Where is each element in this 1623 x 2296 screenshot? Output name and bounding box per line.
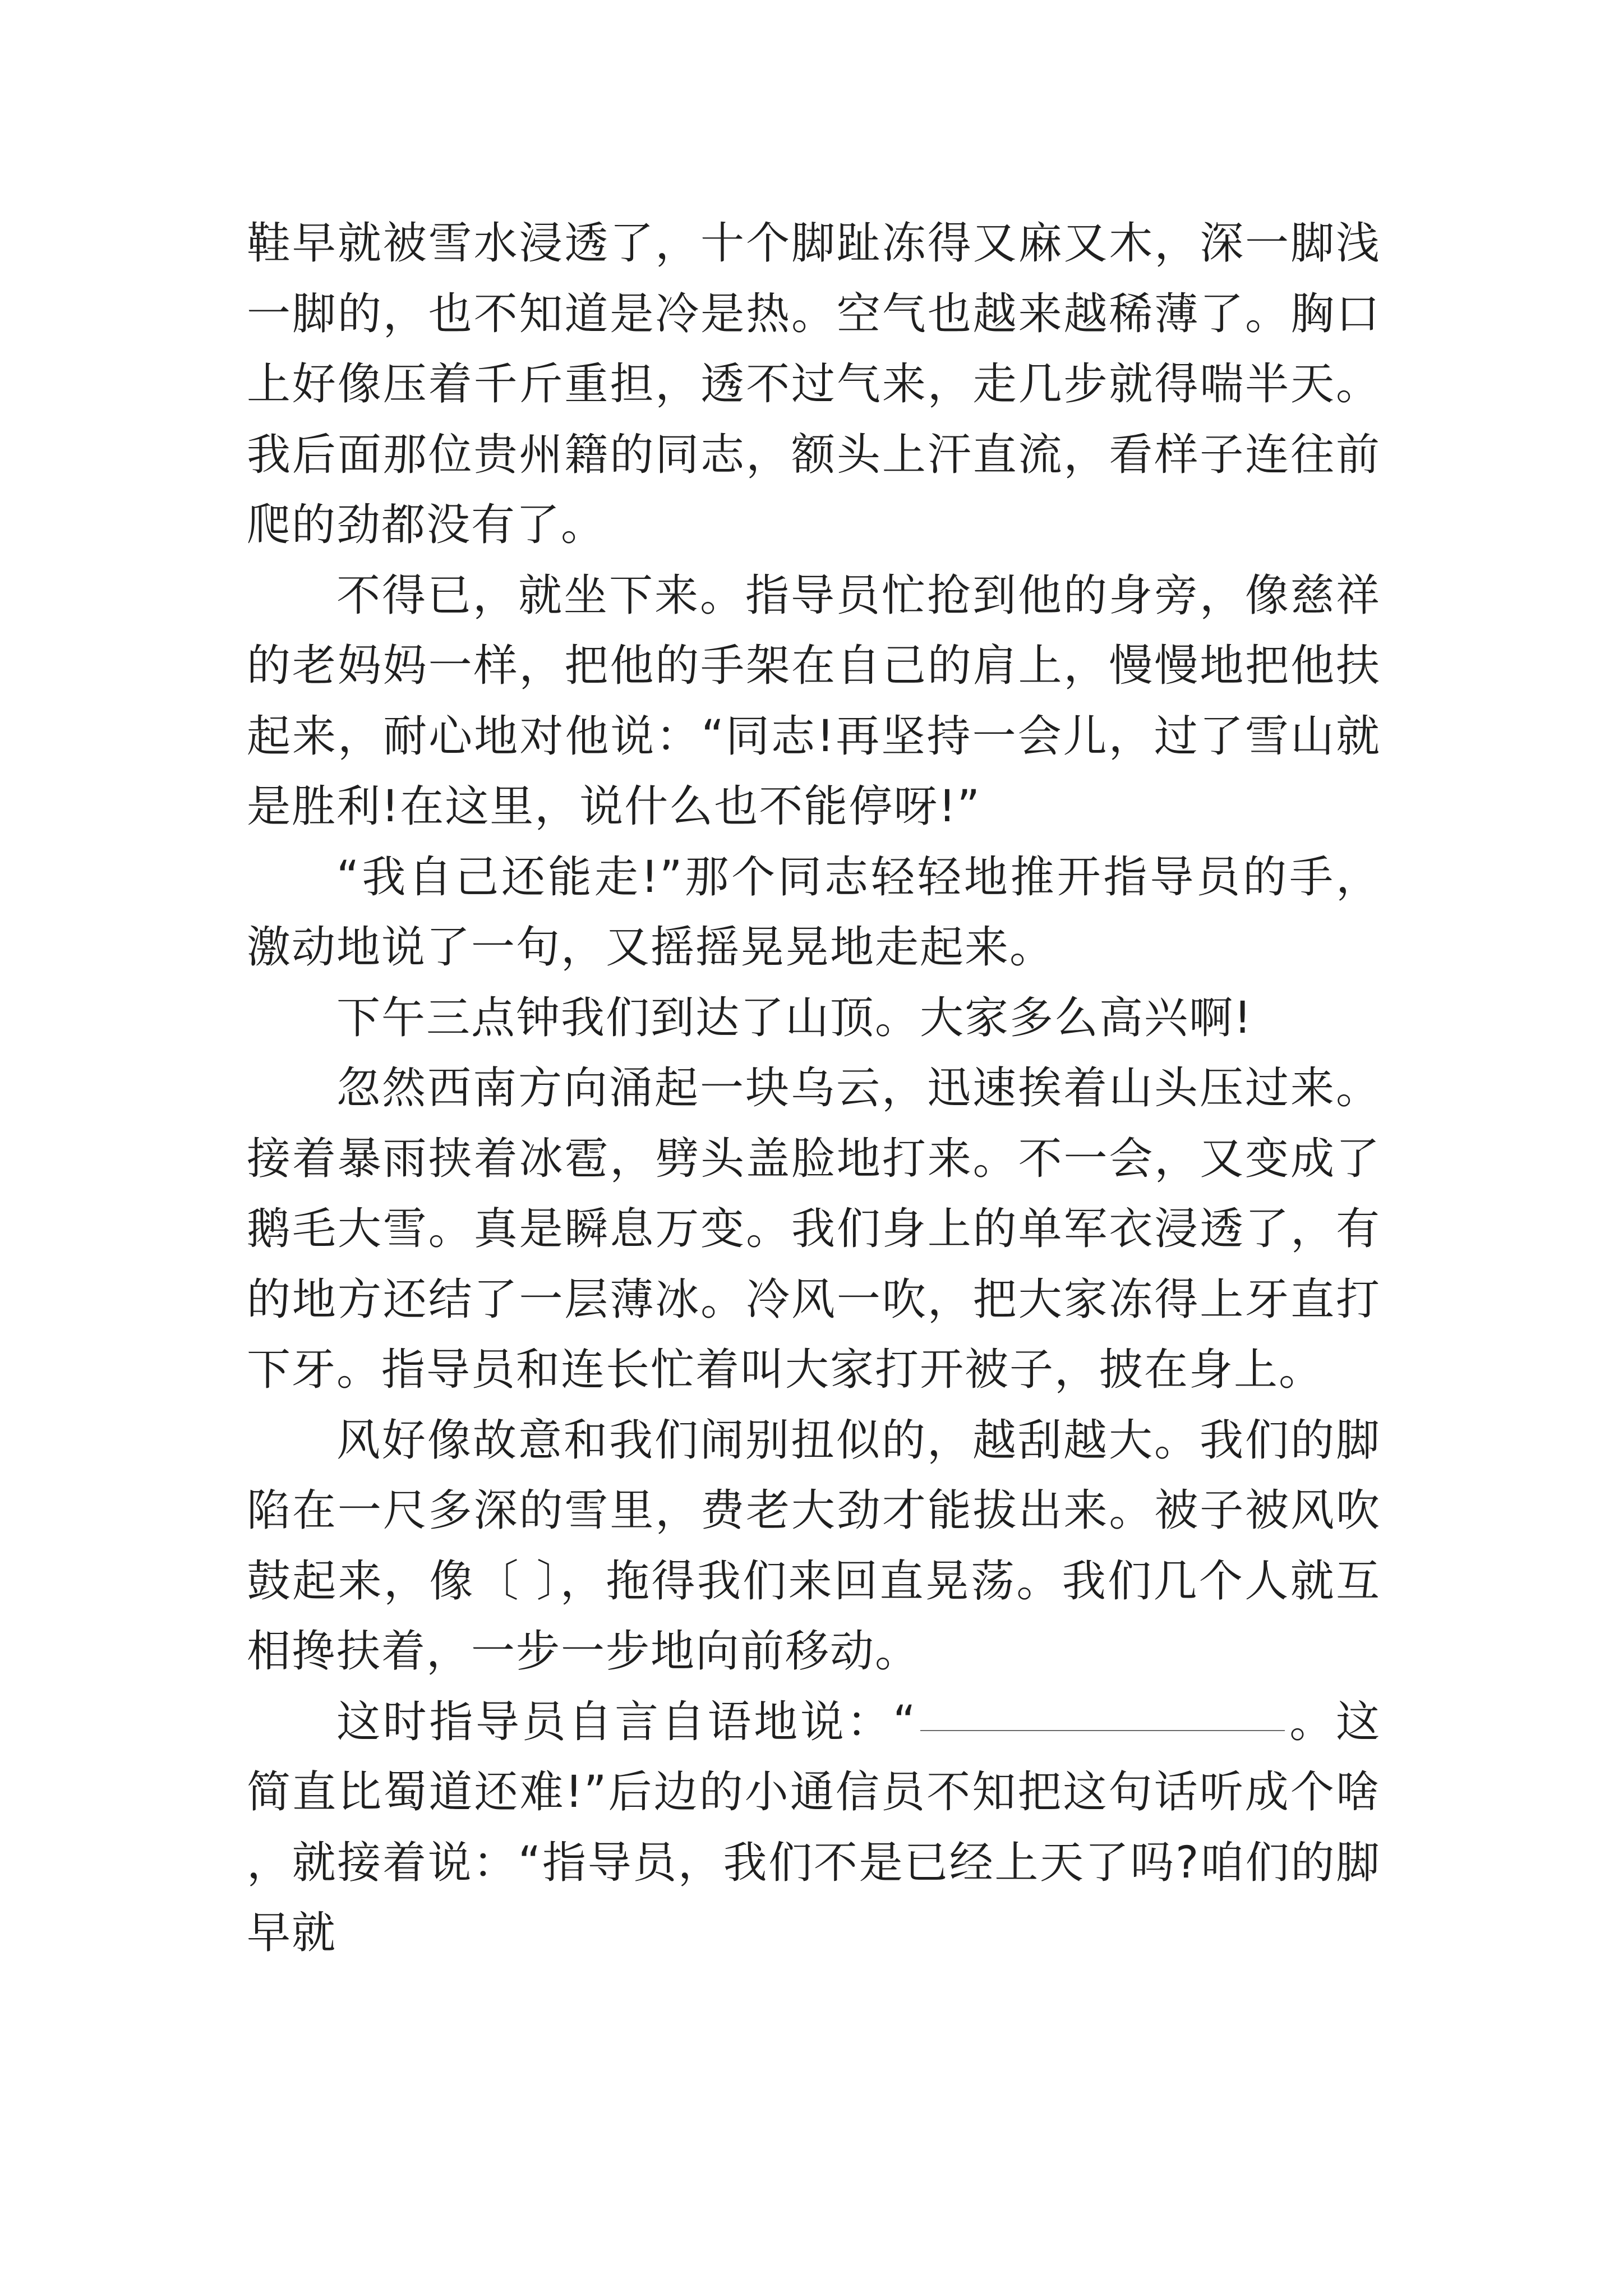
paragraph-2: 不得已，就坐下来。指导员忙抢到他的身旁，像慈祥的老妈妈一样，把他的手架在自己的肩上，慢慢地把他扶起来，耐心地对他说：“同志!再坚持一会儿，过了雪山就是胜利!在这里，说什么也不能停呀!”	[247, 570, 1381, 832]
paragraph-7	[247, 1687, 1381, 1969]
body-text	[247, 209, 1381, 1969]
paragraph-3: “我自己还能走!”那个同志轻轻地推开指导员的手，激动地说了一句，又摇摇晃晃地走起来。	[247, 852, 1381, 973]
fill-in-blank	[920, 1729, 1285, 1731]
paragraph-4: 下午三点钟我们到达了山顶。大家多么高兴啊!	[336, 992, 1253, 1043]
paragraph-5: 忽然西南方向涌起一块乌云，迅速挨着山头压过来。接着暴雨挟着冰雹，劈头盖脸地打来。不一会，又变成了鹅毛大雪。真是瞬息万变。我们身上的单军衣浸透了，有的地方还结了一层薄冰。冷风一吹，把大家冻得上牙直打下牙。指导员和连长忙着叫大家打开被子，披在身上。	[247, 1063, 1381, 1395]
paragraph-1: 鞋早就被雪水浸透了，十个脚趾冻得又麻又木，深一脚浅一脚的，也不知道是冷是热。空气也越来越稀薄了。胸口上好像压着千斤重担，透不过气来，走几步就得喘半天。我后面那位贵州籍的同志，额头上汗直流，看样子连往前爬的劲都没有了。	[247, 218, 1381, 550]
paragraph-7-before-blank: 这时指导员自言自语地说：“	[336, 1696, 917, 1747]
paragraph-6: 风好像故意和我们闹别扭似的，越刮越大。我们的脚陷在一尺多深的雪里，费老大劲才能拔出来。被子被风吹鼓起来，像〔 〕，拖得我们来回直晃荡。我们几个人就互相搀扶着，一步一步地向前移动。	[247, 1415, 1381, 1677]
paragraph-7-after-blank: 。这简直比蜀道还难!”后边的小通信员不知把这句话听成个啥，就接着说：“指导员，我们不是已经上天了吗?咱们的脚早就	[247, 1696, 1381, 1958]
